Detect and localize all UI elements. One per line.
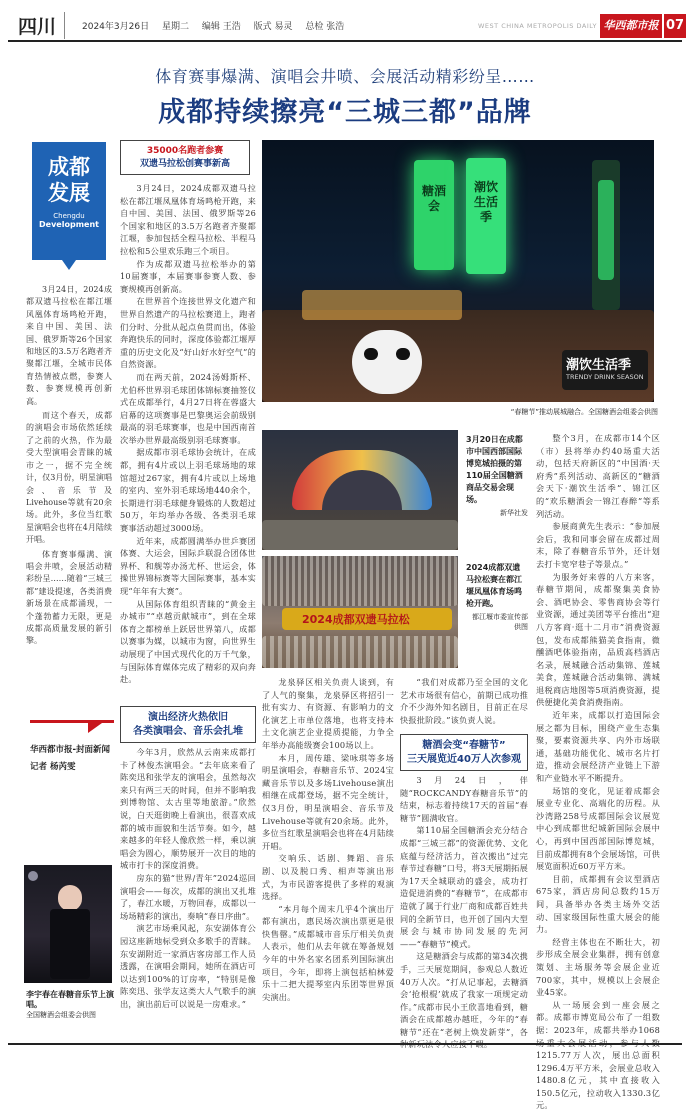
article1-para: 而在两天前，2024汤姆斯杯、尤伯杯世界羽毛球团体锦标赛抽签仪式在成都举行，4月27日将在蓉盛大启幕的这项赛事是巴黎奥运会前级别最高的羽毛球赛事，也是中国西南首次举办世界最高级别羽毛球赛事。 <box>120 371 256 445</box>
article3-para: 场馆的变化，见证着成都会展业专业化、高端化的历程。从沙湾路258号成都国际会议展览中心到成都世纪城新国际会展中心，再到中国西部国际博览城，目前成都拥有8个会展场馆，可供展览面积近60万平方米。 <box>536 785 660 872</box>
issue-date: 2024年3月26日 <box>82 22 150 32</box>
article2-body-col3 <box>400 676 528 728</box>
sub-headline: 体育赛事爆满、演唱会井喷、会展活动精彩纷呈…… <box>155 67 535 86</box>
article2-para: 房东的猫“世界/青年”2024巡回演唱会——每次，成都的演出又扎堆了，春江水暖，万物回春，成都以一场场精彩的演出，奏响“春日序曲”。 <box>120 872 256 921</box>
expo-caption-credit: 新华社发 <box>500 509 528 517</box>
article3-title-2: 三天展览近40万人次参观 <box>407 754 521 765</box>
sidebar-para: 而这个春天，成都的演唱会市场依然延续了之前的火热，作为最受大型演唱会青睐的城市之一，据不完全统计，仅3月份，明星演唱会、音乐节及Livehouse等就有20余场。此外，多位当红歌星演唱会也将在4月陆续开唱。 <box>26 411 112 545</box>
banner-en: TRENDY DRINK SEASON <box>566 373 644 381</box>
article3-title-1: 糖酒会变“春糖节” <box>422 740 506 751</box>
article2-para: 演艺市场乘风起，东安湖体育公园这座新地标受到众多歌手的青睐。东安湖附近一家酒店客房部工作人员透露，在演唱会期间，她所在酒店可以达到100%的订房率，“特别是像陈奕迅、张学友这类大人气歌手的演出，演出前后可以说是一房难求。” <box>120 923 256 1009</box>
article2-para: “本月每个周末几乎4个演出厅都有演出，惠民场次演出票更是很快售罄。”成都城市音乐厅相关负责人表示，他们从去年就在筹备规划今年的中外名家名团系列国际演出项目，今年，即将上演包括柏林爱乐十二把大提琴室内乐团等世界顶尖演出。 <box>262 903 394 1002</box>
editor: 编辑 王浩 <box>201 22 241 32</box>
proofreader: 总检 张浩 <box>305 22 345 32</box>
badge-title-2: 发展 <box>48 181 90 205</box>
reporter-outlet: 华西都市报-封面新闻 <box>30 745 111 755</box>
article2-para: 本月，周传雄、梁咏琪等多场明星演唱会，春糖音乐节、2024宝藏音乐节以及多场Livehouse演出相继在成都登场，据不完全统计，仅3月份，明星演唱会、音乐节及Livehouse等就有20余场。此外，多位当红歌星演唱会也将在4月陆续开唱。 <box>262 752 394 851</box>
neon-sign-left: 糖酒会 <box>421 184 446 213</box>
article1-title-2: 双遗马拉松创赛事新高 <box>139 159 230 169</box>
article1-title-1: 35000名跑者参赛 <box>146 146 224 156</box>
article1-para: 在世界首个连接世界文化遗产和世界自然遗产的马拉松赛道上，跑者们分时、分批从起点鱼贯而出，体验奔跑快乐的同时，深度体验都江堰厚重的历史文化及“好山好水好空气”的自然资源。 <box>120 296 256 370</box>
page-header <box>8 8 685 42</box>
article2-body-col2 <box>262 676 394 1038</box>
article2-title-1: 演出经济火热依旧 <box>148 712 228 723</box>
marathon-photo <box>262 556 458 668</box>
page-bottom-rule <box>8 1043 682 1045</box>
page-number: 07 <box>664 14 686 38</box>
english-name: WEST CHINA METROPOLIS DAILY <box>478 22 597 30</box>
brand-logo: 华西都市报 <box>600 14 662 38</box>
marathon-caption <box>466 562 528 632</box>
article2-title-2: 各类演唱会、音乐会扎堆 <box>133 726 243 737</box>
reporter-block <box>30 740 120 774</box>
article3-para: 经营主体也在不断壮大，初步形成全展会业集群，拥有创意策划、主场服务等会展企业近700家，其中，规模以上会展企业45家。 <box>536 936 660 998</box>
expo-photo <box>262 430 458 550</box>
singer-caption <box>26 990 116 1020</box>
marathon-caption-credit: 都江堰市委宣传部供图 <box>472 613 528 631</box>
article2-title-box <box>120 706 256 743</box>
issue-meta <box>82 19 354 32</box>
singer-caption-title: 李宇春在春糖音乐节上演唱。 <box>26 990 114 1009</box>
article3-title-box <box>400 734 528 771</box>
reporter-divider-tip <box>88 723 102 733</box>
expo-caption <box>466 434 528 524</box>
article2-para: “我们对成都乃至全国的文化艺术市场很有信心，前期已成功推介不少海外知名剧目，目前正在尽快报批阶段。”该负责人说。 <box>400 677 528 725</box>
article3-para: 从一场展会到一座会展之都。成都市博览局公布了一组数据：2023年，成都共举办1068 1215.77万人次，展出总面积1296.4万平方米，会展业总收入1480.8亿元，其中直接收入150.5亿元，拉动收入1330.3亿元。 <box>536 999 660 1111</box>
article2-para: 龙泉驿区相关负责人谈到，有了人气的聚集，龙泉驿区将招引一批有实力、有资源、有影响力的文化演艺上市单位落地，也将支持本土文化演艺企业提质提能，力争全年举办高能级赛会100场以上。 <box>262 677 394 750</box>
article1-para: 3月24日，2024成都双遗马拉松在都江堰凤凰体育场鸣枪开跑，来自中国、美国、法国、俄罗斯等26个国家和地区的3.5万名跑者齐聚都江堰，参加包括全程马拉松、半程马拉松和5公里欢乐跑三个项目。 <box>120 183 256 256</box>
sidebar <box>26 142 112 260</box>
article1-para: 据成都市羽毛球协会统计，在成都，拥有4片或以上羽毛球场地的球馆超过267家，拥有4片或以上场地的室内、室外羽毛球场地440余个，长期进行羽毛球健身锻炼的人数超过50万，年均举办各级、各类羽毛球赛事活动超过3000场。 <box>120 447 256 534</box>
article3-para: 目前，成都拥有会议型酒店675家，酒店房间总数约15万间，具备举办各类主场外交活动、国家级国际性重大展会的能力。 <box>536 873 660 935</box>
main-headline: 成都持续擦亮“三城三都”品牌 <box>158 97 532 128</box>
marathon-banner: 2024成都双遗马拉松 <box>302 613 410 626</box>
article1-para: 作为成都双遗马拉松举办的第10届赛事，本届赛事参赛人数、参赛规模再创新高。 <box>120 258 256 294</box>
badge-title-1: 成都 <box>48 155 90 179</box>
badge-en-2: Development <box>39 220 99 229</box>
article3-para: 第110届全国糖酒会充分结合成都“三城三都”的资源优势、文化底蕴与经济活力，首次搬出“过完春节过春糖”口号，将3天展期拓展为17天全城联动的盛会，成功打造促进消费的“春糖节”，在成都市造就了属于行业厂商和成都百姓共同的全新节日，也开创了国内大型展会与城市协同发展的先河——“春糖节”模式。 <box>400 825 528 949</box>
article3-body-col1 <box>400 774 528 1038</box>
neon-sign-right: 潮饮生活季 <box>473 180 498 224</box>
badge-en-1: Chengdu <box>53 212 85 220</box>
article3-body-col2 <box>536 432 660 1111</box>
sidebar-para: 3月24日，2024成都双遗马拉松在都江堰风凰体育场鸣枪开跑，来自中国、美国、法国、俄罗斯等26个国家和地区的3.5万名跑者齐聚都江堰，全城市民体育热情被点燃，参赛人数、参赛规模再创新高。 <box>26 285 112 406</box>
banner-cn: 潮饮生活季 <box>566 358 632 373</box>
article1-body <box>120 182 256 702</box>
expo-caption-title: 3月20日在成都市中国西部国际博览城拍摄的第110届全国糖酒商品交易会现场。 <box>466 435 523 504</box>
article1-title-box <box>120 140 250 175</box>
main-photo-caption: “春糖节”推动展城融合。全国糖酒会组委会供图 <box>510 408 658 416</box>
sidebar-text <box>26 284 112 648</box>
section-badge <box>32 142 106 260</box>
article2-para: 今年3月，欣然从云南来成都打卡了林俊杰演唱会。“去年底来看了陈奕迅和张学友的演唱会，虽然每次来只有两三天的时间，但并不影响我到博物馆、太古里等地旅游。”欣然说，白天逛街晚上看演出，很喜欢成都的城市面貌和生活节奏。如今，越来越多的年轻人像欣然一样，乘以演唱会为圆心，顺势展开一次目的地的城市打卡的深度消费。 <box>120 747 256 871</box>
marathon-caption-title: 2024成都双遗马拉松赛在都江堰凤凰体育场鸣枪开跑。 <box>466 563 522 608</box>
article1-para: 近年来，成都圆满举办世乒赛团体赛、大运会，国际乒联混合团体世界杯、和舰等办汤尤杯、世运会，体操世界锦标赛等大国际赛事，基本实现“年年有大赛”。 <box>120 535 256 596</box>
article2-para: 交响乐、话剧、舞蹈、音乐剧、以及脱口秀、相声等演出形式，为市民游客提供了多样的观演选择。 <box>262 853 394 902</box>
sidebar-para: 体育赛事爆满、演唱会井喷，会展活动精彩纷呈……随着“三城三都”建设提速，各类消费新场景在成都涌现，一个蓬勃蓄力无限，更是成都高质量发展的新引擎。 <box>26 549 112 646</box>
article3-para: 参展商黄先生表示：“参加展会后，我和同事会留在成都过周末，除了春糖音乐节外，还计划去打卡宽窄巷子等景点。” <box>536 521 660 569</box>
designer: 版式 易灵 <box>253 22 293 32</box>
article3-para: 整个3月，在成都市14个区（市）县将举办约40场重大活动，包括天府新区的“中国酒·天府秀”系列活动、高新区的“糖酒会天下·潮饮生活季”、锦江区的“欢乐糖酒会一锦江春醉”等系列活动。 <box>536 433 660 519</box>
article2-body-col1 <box>120 746 256 1036</box>
article1-para: 从国际体育组织青睐的“黄金主办城市”“卓越贡献城市”，到在全球体育之都榜单上跃居世界第八，成都以赛事为媒，以城市为窗，向世界生动展现了中国式现代化的万千气象，与国际体育媒体完成了精彩的双向奔赴。 <box>120 598 256 685</box>
issue-weekday: 星期二 <box>161 22 189 32</box>
article3-para: 这是糖酒会与成都的第34次携手，三天展览期间，参观总人数近40万人次。“打从记事起，去糖酒会‘抢根棍’就成了我家一项规定动作。”成都市民小王欣喜地看到，糖酒会在成都越办越旺，今年的“春糖节”还在“老树上焕发新芽”，各 <box>400 951 528 1037</box>
singer-caption-credit: 全国糖酒会组委会供图 <box>26 1011 96 1019</box>
article3-para: 为服务好来蓉的八方来客，春糖节期间，成都聚集美食协会、酒吧协会、零售商协会等行业资源，通过美团等平台推出“迎八方客商·逛十二月市”消费资源包，发布成都熊猫美食指南，微醺酒吧体验指南，品质高档酒店名录，展城融合活动集锦、莲城美食，莲城融合活动集锦、满城退税商店地图等5项消费资源，提供便捷化美食消费指南。 <box>536 571 660 708</box>
article3-para: 3月24日，伴随“ROCKCANDY春糖音乐节”的结束，标志着持续17天的首届“春糖节”圆满收官。 <box>400 775 528 823</box>
singer-photo <box>24 865 112 983</box>
article3-para: 近年来，成都以打造国际会展之都为目标，围绕产业生态集聚，要素资源共享、内外市场联通，基础功能优化、城市名片打造，推动会展经济产业链上下游和产业链水平不断提升。 <box>536 710 660 784</box>
reporter-name: 记者 杨芮雯 <box>30 762 76 772</box>
main-photo-night-street <box>262 140 654 402</box>
region-label: 四川 <box>18 12 65 39</box>
